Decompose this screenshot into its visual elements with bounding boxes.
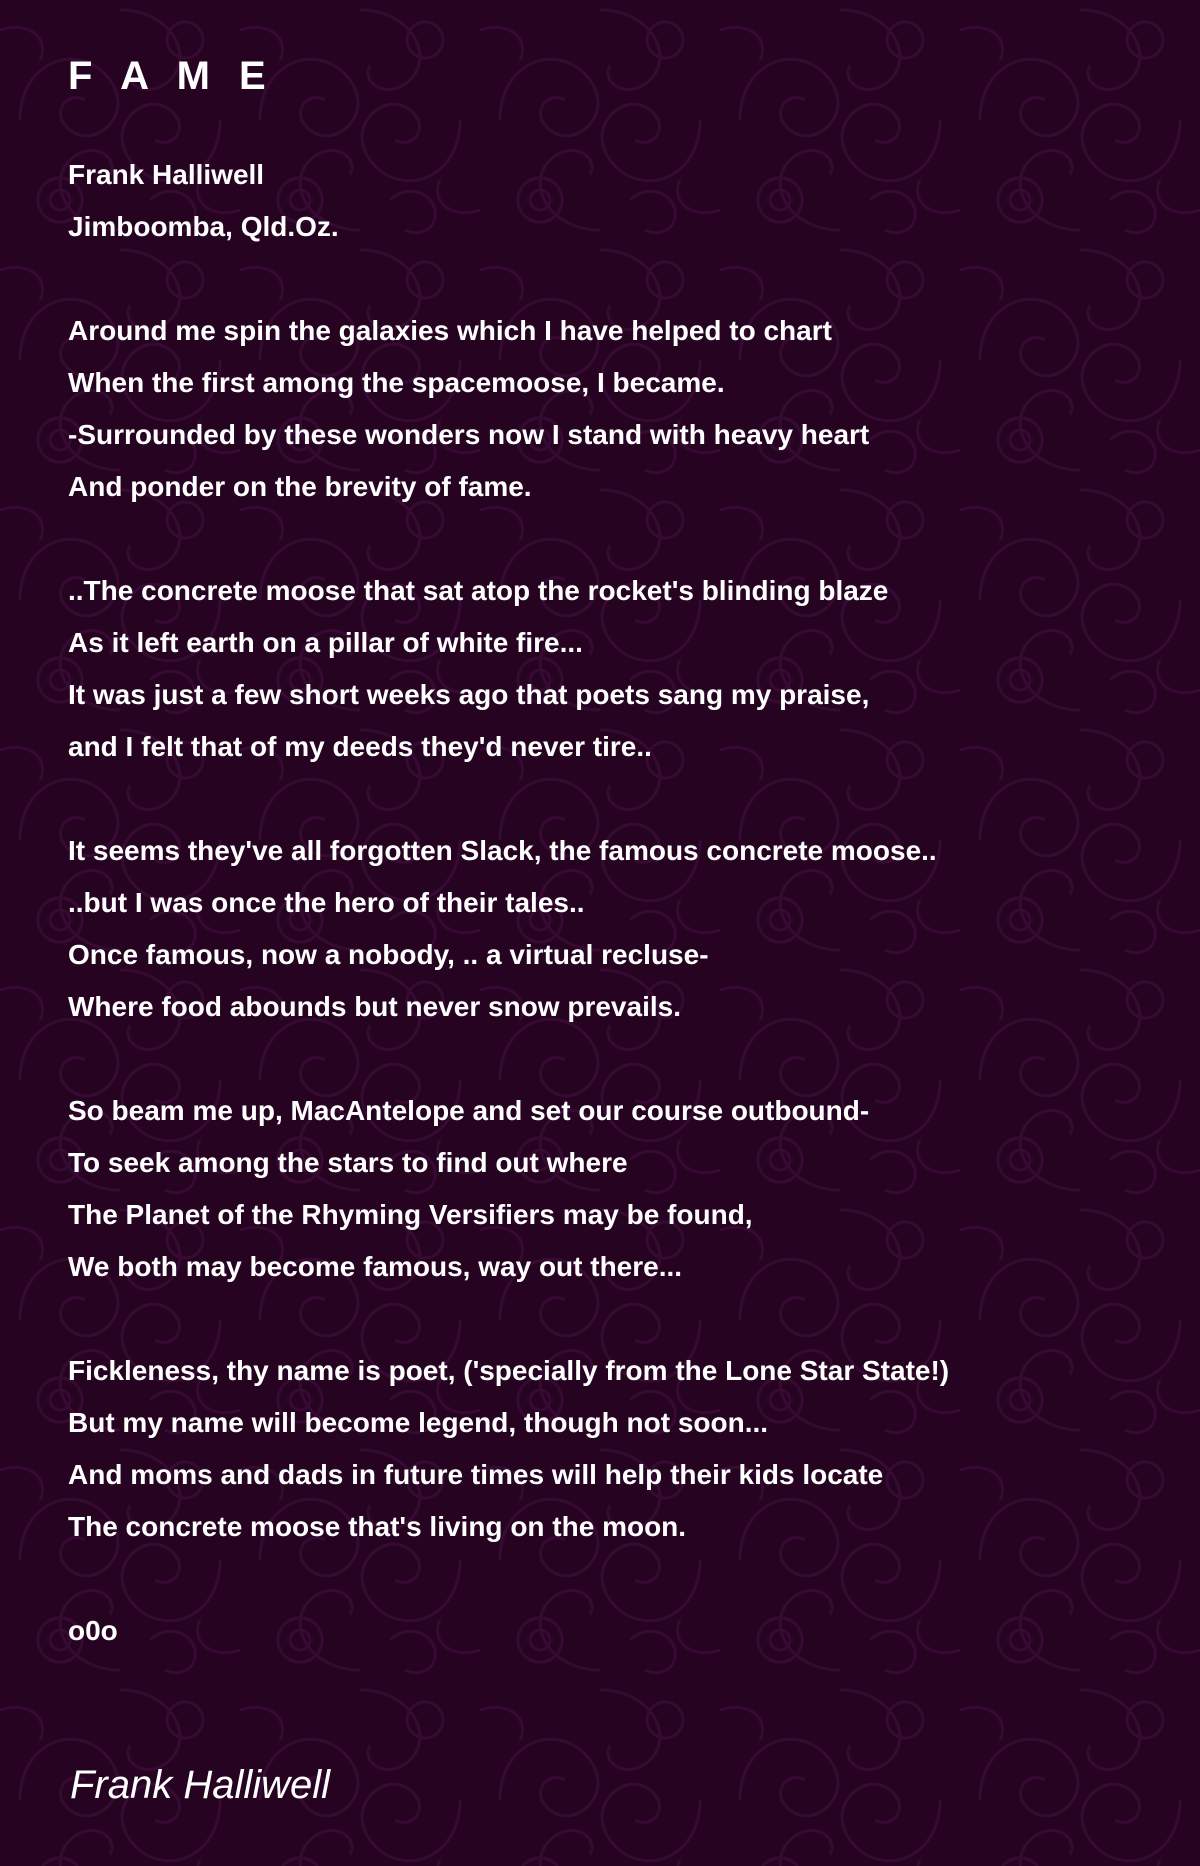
poem-line: ..The concrete moose that sat atop the rocket's blinding blaze bbox=[68, 575, 889, 606]
poem-line: We both may become famous, way out there... bbox=[68, 1251, 683, 1282]
poem-line: But my name will become legend, though not soon... bbox=[68, 1407, 769, 1438]
author-signature: Frank Halliwell bbox=[70, 1763, 331, 1807]
poem-line: Fickleness, thy name is poet, ('specially from the Lone Star State!) bbox=[68, 1355, 950, 1386]
poem-title: F A M E bbox=[68, 54, 275, 98]
location-line: Jimboomba, Qld.Oz. bbox=[68, 211, 339, 242]
poem-line: The concrete moose that's living on the moon. bbox=[68, 1511, 687, 1542]
poem-line: When the first among the spacemoose, I became. bbox=[68, 367, 725, 398]
stanza-5 bbox=[68, 1345, 949, 1553]
poem-line: ..but I was once the hero of their tales.. bbox=[68, 887, 585, 918]
author-line: Frank Halliwell bbox=[68, 159, 265, 190]
poem-line: It was just a few short weeks ago that poets sang my praise, bbox=[68, 679, 870, 710]
poem-line: Once famous, now a nobody, .. a virtual recluse- bbox=[68, 939, 709, 970]
stanza-2 bbox=[68, 565, 949, 773]
poem-line: So beam me up, MacAntelope and set our course outbound- bbox=[68, 1095, 870, 1126]
poem-line: -Surrounded by these wonders now I stand with heavy heart bbox=[68, 419, 870, 450]
closing-mark bbox=[68, 1605, 949, 1657]
poem-line: As it left earth on a pillar of white fire... bbox=[68, 627, 583, 658]
poem-line: It seems they've all forgotten Slack, the famous concrete moose.. bbox=[68, 835, 937, 866]
stanza-1 bbox=[68, 305, 949, 513]
poem-line: Where food abounds but never snow prevails. bbox=[68, 991, 681, 1022]
poem-header bbox=[68, 149, 949, 253]
poem-line: The Planet of the Rhyming Versifiers may be found, bbox=[68, 1199, 753, 1230]
poem-line: and I felt that of my deeds they'd never tire.. bbox=[68, 731, 652, 762]
poem-line: Around me spin the galaxies which I have helped to chart bbox=[68, 315, 832, 346]
poem-body bbox=[68, 149, 949, 1657]
poem-line: To seek among the stars to find out where bbox=[68, 1147, 628, 1178]
poem-line: And ponder on the brevity of fame. bbox=[68, 471, 532, 502]
stanza-4 bbox=[68, 1085, 949, 1293]
stanza-3 bbox=[68, 825, 949, 1033]
poem-line: And moms and dads in future times will help their kids locate bbox=[68, 1459, 884, 1490]
poem-line: o0o bbox=[68, 1615, 118, 1646]
